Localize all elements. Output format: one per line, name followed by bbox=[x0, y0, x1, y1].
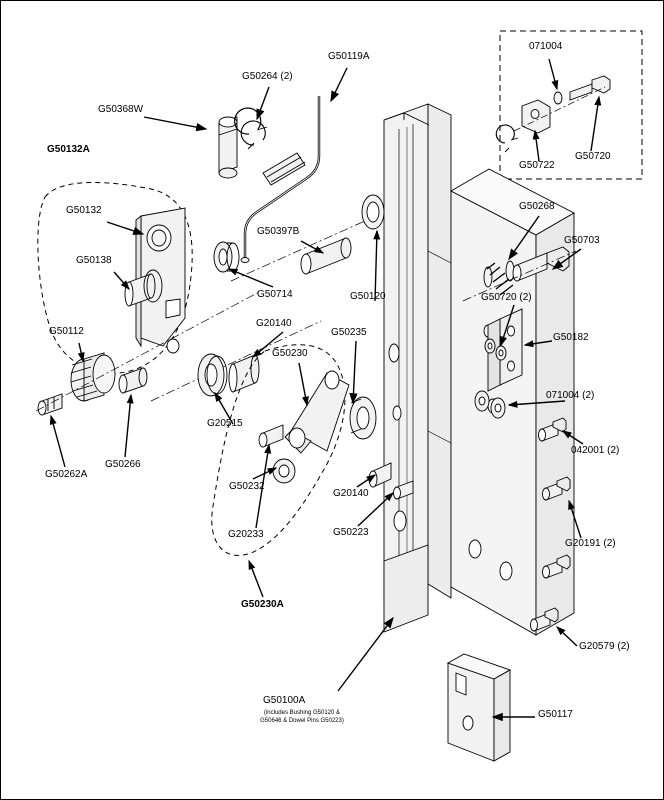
label-g20140-upper: G20140 bbox=[256, 318, 292, 329]
label-g50112: G50112 bbox=[49, 326, 84, 337]
note-line-2: G50646 & Dowel Pins G50223) bbox=[260, 718, 344, 724]
label-g20233: G20233 bbox=[228, 529, 264, 540]
pin-g50368w bbox=[219, 117, 237, 178]
label-g50264: G50264 (2) bbox=[242, 71, 293, 82]
label-g50720: G50720 (2) bbox=[481, 292, 532, 303]
label-g50223: G50223 bbox=[333, 527, 369, 538]
label-g50132: G50132 bbox=[66, 205, 102, 216]
label-g50230a: G50230A bbox=[241, 599, 284, 610]
label-g50230: G50230 bbox=[272, 348, 308, 359]
note-line-1: (includes Bushing G50120 & bbox=[263, 710, 341, 716]
washer-g50714 bbox=[214, 242, 239, 272]
inset-box bbox=[500, 31, 642, 179]
label-g50714: G50714 bbox=[257, 289, 293, 300]
label-g50703: G50703 bbox=[564, 235, 600, 246]
label-g50100a: G50100A bbox=[263, 695, 306, 706]
label-g50266: G50266 bbox=[105, 459, 141, 470]
main-body bbox=[384, 104, 574, 635]
gear-g50112 bbox=[71, 353, 115, 401]
label-g20140-lower: G20140 bbox=[333, 488, 369, 499]
spacer-g50266 bbox=[119, 368, 147, 393]
label-g50268: G50268 bbox=[519, 201, 555, 212]
shaft-g50262a bbox=[38, 394, 62, 415]
label-g50119a: G50119A bbox=[328, 51, 370, 62]
pin-g20140-upper bbox=[229, 355, 259, 392]
label-g20191: G20191 (2) bbox=[565, 538, 616, 549]
label-g50235: G50235 bbox=[331, 327, 367, 338]
label-071004: 071004 (2) bbox=[546, 390, 595, 401]
label-g50720-inset: G50720 bbox=[575, 151, 611, 162]
sleeve-g50397b bbox=[301, 238, 351, 274]
label-g50117: G50117 bbox=[538, 709, 573, 720]
label-g20515: G20515 bbox=[207, 418, 243, 429]
label-g50262a: G50262A bbox=[45, 469, 88, 480]
label-g50368w: G50368W bbox=[98, 104, 144, 115]
label-042001: 042001 (2) bbox=[571, 445, 620, 456]
sleeve-g50119a bbox=[263, 153, 305, 185]
label-071004-inset: 071004 bbox=[529, 41, 563, 52]
label-g50120: G50120 bbox=[350, 291, 386, 302]
roller-g50235 bbox=[350, 397, 376, 439]
clip-g50264 bbox=[235, 108, 267, 149]
label-g50722: G50722 bbox=[519, 160, 555, 171]
label-g20579: G20579 (2) bbox=[579, 641, 630, 652]
bush-g50232 bbox=[273, 459, 295, 483]
label-g50132a: G50132A bbox=[47, 144, 90, 155]
label-g50232: G50232 bbox=[229, 481, 265, 492]
dowel-g20233 bbox=[259, 425, 283, 447]
label-g50397b: G50397B bbox=[257, 226, 300, 237]
bushing-g50120 bbox=[362, 195, 384, 229]
bearing-g20515 bbox=[198, 354, 227, 396]
label-g50138: G50138 bbox=[76, 255, 112, 266]
plate-g50117 bbox=[448, 654, 510, 761]
link-g50230 bbox=[285, 371, 349, 453]
label-g50182: G50182 bbox=[553, 332, 589, 343]
